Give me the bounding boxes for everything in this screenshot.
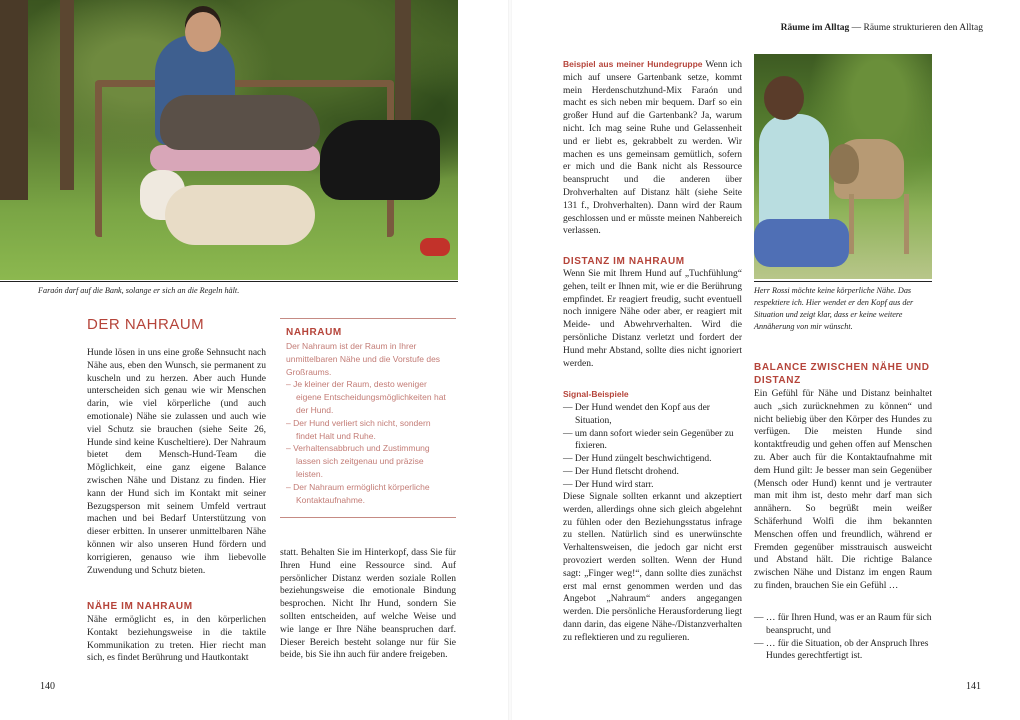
nahraum-heading: DER NAHRAUM (87, 316, 205, 333)
signal-item: — Der Hund wird starr. (563, 479, 654, 490)
distanz-heading: DISTANZ IM NAHRAUM (563, 256, 685, 267)
signal-item: — Der Hund fletscht drohend. (563, 466, 679, 477)
info-box-item: – Je kleiner der Raum, desto weniger eigene Entscheidungsmöglichkeiten hat der Hund. (286, 379, 446, 415)
balance-text: Ein Gefühl für Nähe und Distanz beinhaltet auch „sich zurücknehmen zu können“ und nicht beliebig über den Körper des Hundes zu verfügen. Die meisten Hunde sind kontaktfreudig und gehen offen auf Menschen zu. Aber auch für die Kontaktaufnahme mit dem Hund gilt: Je besser man sein Gegenüber (Mensch oder Hund) kennt und je vertrauter man mit ihm ist, desto mehr darf man sich annähern. So begrüßt mein weißer Schäferhund Wolfi die ihm bekannten Menschen offen und freundlich, während er Fremden gegenüber misstrauisch ausweicht und Abstand hält. Die richtige Balance zwischen Nähe und Distanz im engen Raum zu finden, brauchen Sie ein Gefühl … (754, 389, 932, 591)
example-lead: Beispiel aus meiner Hundegruppe (563, 59, 703, 69)
info-box-item: – Der Nahraum ermöglicht körperliche Kontaktaufnahme. (286, 481, 430, 505)
page-number-right: 141 (966, 681, 981, 692)
running-header-separator: — (851, 23, 862, 33)
naehe-subheading: NÄHE IM NAHRAUM (87, 601, 193, 612)
nahraum-intro: Hunde lösen in uns eine große Sehnsucht nach Nähe aus, eben den Wunsch, sie permanent zu kuscheln und zu herzen. Aber auch Hunde unterscheiden sich genau wie wir Menschen darin, wie viel körperliche (und auch emotionale) Nähe sie zulassen und auch wie viel Schutz sie brauchen (siehe Seite 26, Hunde sind keine Kuscheltiere). Der Nahraum bietet dem Mensch-Hund-Team die Möglichkeit, eine ganz eigene Balance zwischen Nähe und Distanz zu finden. Hier kann der Hund sich im Kontakt mit seiner Bezugsperson mit seinem Umfeld vertraut machen und bei Bedarf Unterstützung von dieser erbitten. In unserer unmittelbaren Nähe können wir also unseren Hund fördern und korrigieren, genauso wie ihm liebevolle Zuwendung und Schutz bieten. (87, 348, 266, 576)
greyhound-photo (754, 54, 932, 279)
example-paragraph (563, 58, 742, 238)
info-box-item: – Verhaltensabbruch und Zustimmung lassen sich zeitgenau und präzise leisten. (286, 443, 430, 479)
right-caption-rule (754, 281, 932, 282)
distanz-text: Wenn Sie mit Ihrem Hund auf „Tuchfühlung“ gehen, teilt er Ihnen mit, wie er die Berührung empfindet. Er reagiert freudig, sucht eventuell noch innigere Nähe oder aber, er reagiert mit Meide- und Abwehrverhalten. Wird die persönliche Distanz verletzt und fordert der Hund mehr Abstand, sollte dies nicht ignoriert werden. (563, 269, 742, 369)
info-box-list (280, 378, 456, 506)
balance-heading: BALANCE ZWISCHEN NÄHE UND DISTANZ (754, 362, 930, 386)
signal-item: — Der Hund wendet den Kopf aus der Situation, (563, 403, 710, 426)
example-text: Wenn ich mich auf unsere Gartenbank setze, kommt mein Herdenschutzhund-Mix Faraón und macht es sich neben mir bequem. Darf so ein großer Hund auf die Gartenbank? Ja, warum nicht. Ich mag seine Ruhe und Gelassenheit und er liebt es, gekrabbelt zu werden. Wir machen es uns gemeinsam gemütlich, sofern er mich und die Bank nicht als Ressource beansprucht und die anderen über Drohverhalten auf Distanz hält (siehe Seite 131 f., Drohverhalten). Dann wird der Raum geschlossen und er müsste meinen Nahbereich verlassen. (563, 60, 742, 237)
balance-list (754, 612, 932, 663)
signal-item: — Der Hund züngelt beschwichtigend. (563, 454, 712, 465)
signals-list (563, 402, 742, 492)
running-header (745, 23, 983, 33)
book-gutter (508, 0, 512, 720)
signals-heading: Signal-Beispiele (563, 389, 629, 399)
info-box-title: NAHRAUM (286, 327, 342, 338)
bench-dogs-photo (0, 0, 458, 280)
signals-text: Diese Signale sollten erkannt und akzeptiert werden, allerdings ohne sich gleich abgelehnt zu fühlen oder den Beziehungsstatus infrage zu stellen. Natürlich sind es unerwünschte Verhaltensweisen, die jedoch gar nicht erst provoziert werden sollten. Wenn der Hund sagt: „Finger weg!“, dann sollte dies zunächst erst mal ernst genommen werden und das Angebot „Nahraum“ anders angegangen werden. Die persönliche Herausforderung liegt dann darin, das eigene Nähe-/Distanzverhalten zu reflektieren und zu regulieren. (563, 492, 742, 643)
nahraum-info-box (280, 318, 456, 518)
right-photo-caption: Herr Rossi möchte keine körperliche Nähe. Das respektiere ich. Hier wendet er den Kopf aus der Situation und zeigt klar, dass er keine weitere Annäherung von mir wünscht. (754, 286, 914, 331)
column2-text: statt. Behalten Sie im Hinterkopf, dass Sie für Ihren Hund eine Ressource sind. Auf persönlicher Distanz werden soziale Rollen beziehungsweise die emotionale Bindung besprochen. Nicht Ihr Hund, sondern Sie sollten entscheiden, auf welche Weise und wie lange er Ihre Nähe beanspruchen darf. Dieser Bereich besteht solange nur für Sie beide, bis Sie ihn auch für andere freigeben. (280, 548, 456, 661)
page-number-left: 140 (40, 681, 55, 692)
running-header-section: Räume im Alltag (780, 23, 850, 33)
info-box-item: – Der Hund verliert sich nicht, sondern findet Halt und Ruhe. (286, 417, 431, 441)
naehe-text: Nähe ermöglicht es, in den körperlichen Kontakt beziehungsweise in die taktile Kommunikation zu treten. Hier riecht man sich, es findet Berührung und Hautkontakt (87, 615, 266, 664)
caption-rule (0, 281, 458, 282)
balance-item: — … für Ihren Hund, was er an Raum für sich beansprucht, und (754, 613, 932, 636)
signal-item: — um dann sofort wieder sein Gegenüber zu fixieren. (563, 428, 734, 452)
running-header-subsection: Räume strukturieren den Alltag (863, 23, 983, 33)
info-box-text: Der Nahraum ist der Raum in Ihrer unmittelbaren Nähe und die Vorstufe des Großraums. (286, 341, 441, 377)
left-photo-caption: Faraón darf auf die Bank, solange er sich an die Regeln hält. (38, 286, 240, 295)
balance-item: — … für die Situation, ob der Anspruch Ihres Hundes gerechtfertigt ist. (754, 638, 929, 662)
